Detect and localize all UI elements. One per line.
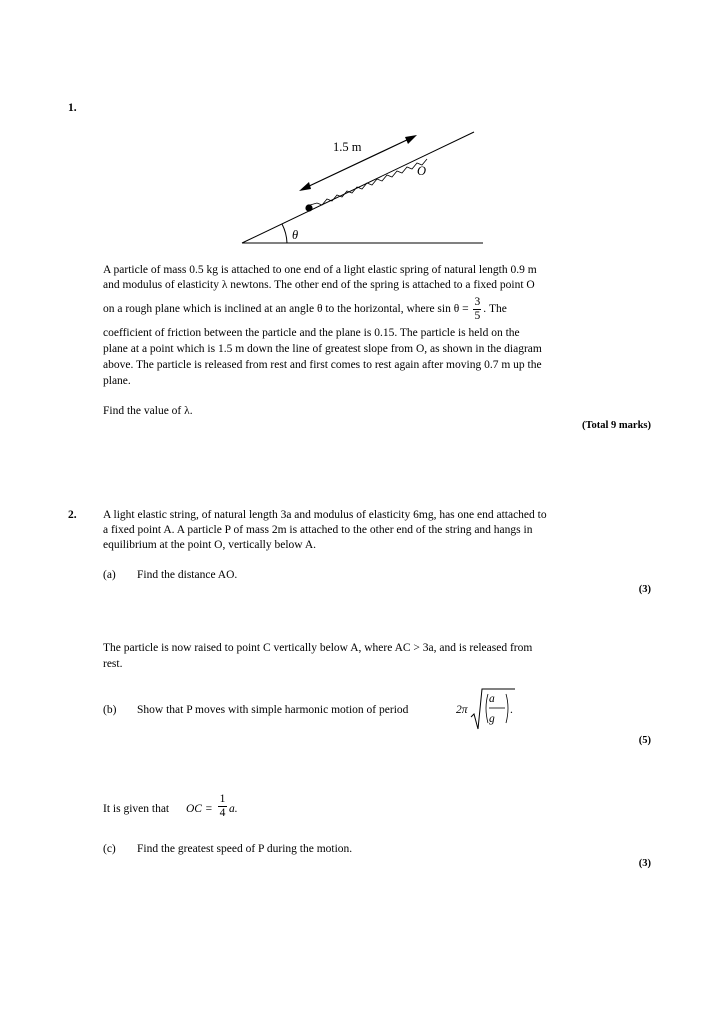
left-paren [486,694,488,723]
q1-line-3-text: on a rough plane which is inclined at an angle θ to the horizontal, where sin θ = [103,303,469,316]
right-paren [506,694,508,723]
arrowhead-lower [299,182,311,191]
particle [305,204,312,211]
q2-intro-2: a fixed point A. A particle P of mass 2m is attached to the other end of the string and hangs in [103,524,533,536]
q1-line-1: A particle of mass 0.5 kg is attached to one end of a light elastic spring of natural length 0.9 m [103,264,537,276]
given-numerator: 1 [219,793,226,805]
part-b-marks: (5) [638,735,651,746]
part-b-text: Show that P moves with simple harmonic motion of period [137,704,409,716]
period-numerator: a [489,693,495,705]
given-lhs: OC = [186,803,213,815]
arrowhead-upper [405,135,417,144]
part-a-text: Find the distance AO. [137,569,238,581]
part-b-label: (b) [103,704,117,716]
period-prefix: 2π [456,704,468,716]
angle-arc [282,224,287,243]
length-label: 1.5 m [333,140,362,154]
q1-line-6: above. The particle is released from rest and first comes to rest again after moving 0.7 m up the [103,359,542,371]
q2-mid-2: rest. [103,658,123,670]
q2-mid-1: The particle is now raised to point C vertically below A, where AC > 3a, and is released from [103,642,533,654]
sin-fraction [473,296,481,323]
q2-intro-3: equilibrium at the point O, vertically below A. [103,539,317,551]
q1-find: Find the value of λ. [103,405,193,417]
period-denominator: g [489,713,495,725]
given-fraction [218,793,227,820]
q1-line-3 [103,296,507,323]
sin-denominator: 5 [474,310,481,322]
given-var: a. [229,803,238,815]
point-o-label: O [417,164,427,178]
question-1-number: 1. [68,102,77,114]
given-prefix: It is given that [103,803,170,815]
part-a-marks: (3) [638,584,651,595]
inclined-plane-diagram [235,128,490,248]
question-2-number: 2. [68,509,77,521]
q1-line-2: and modulus of elasticity λ newtons. The other end of the spring is attached to a fixed point O [103,279,535,291]
part-c-text: Find the greatest speed of P during the motion. [137,843,353,855]
q1-line-3-end: . The [483,303,507,316]
q2-intro-1: A light elastic string, of natural length 3a and modulus of elasticity 6mg, has one end attached to [103,509,547,521]
q1-line-7: plane. [103,375,131,387]
sin-numerator: 3 [474,296,481,308]
q1-total-marks: (Total 9 marks) [581,420,651,431]
period-end: . [510,704,513,716]
part-c-marks: (3) [638,858,651,869]
angle-theta-label: θ [292,228,299,242]
part-c-label: (c) [103,843,116,855]
q1-line-4: coefficient of friction between the particle and the plane is 0.15. The particle is held on the [103,327,520,339]
q1-line-5: plane at a point which is 1.5 m down the line of greatest slope from O, as shown in the diagram [103,343,542,355]
part-a-label: (a) [103,569,116,581]
given-denominator: 4 [219,807,226,819]
